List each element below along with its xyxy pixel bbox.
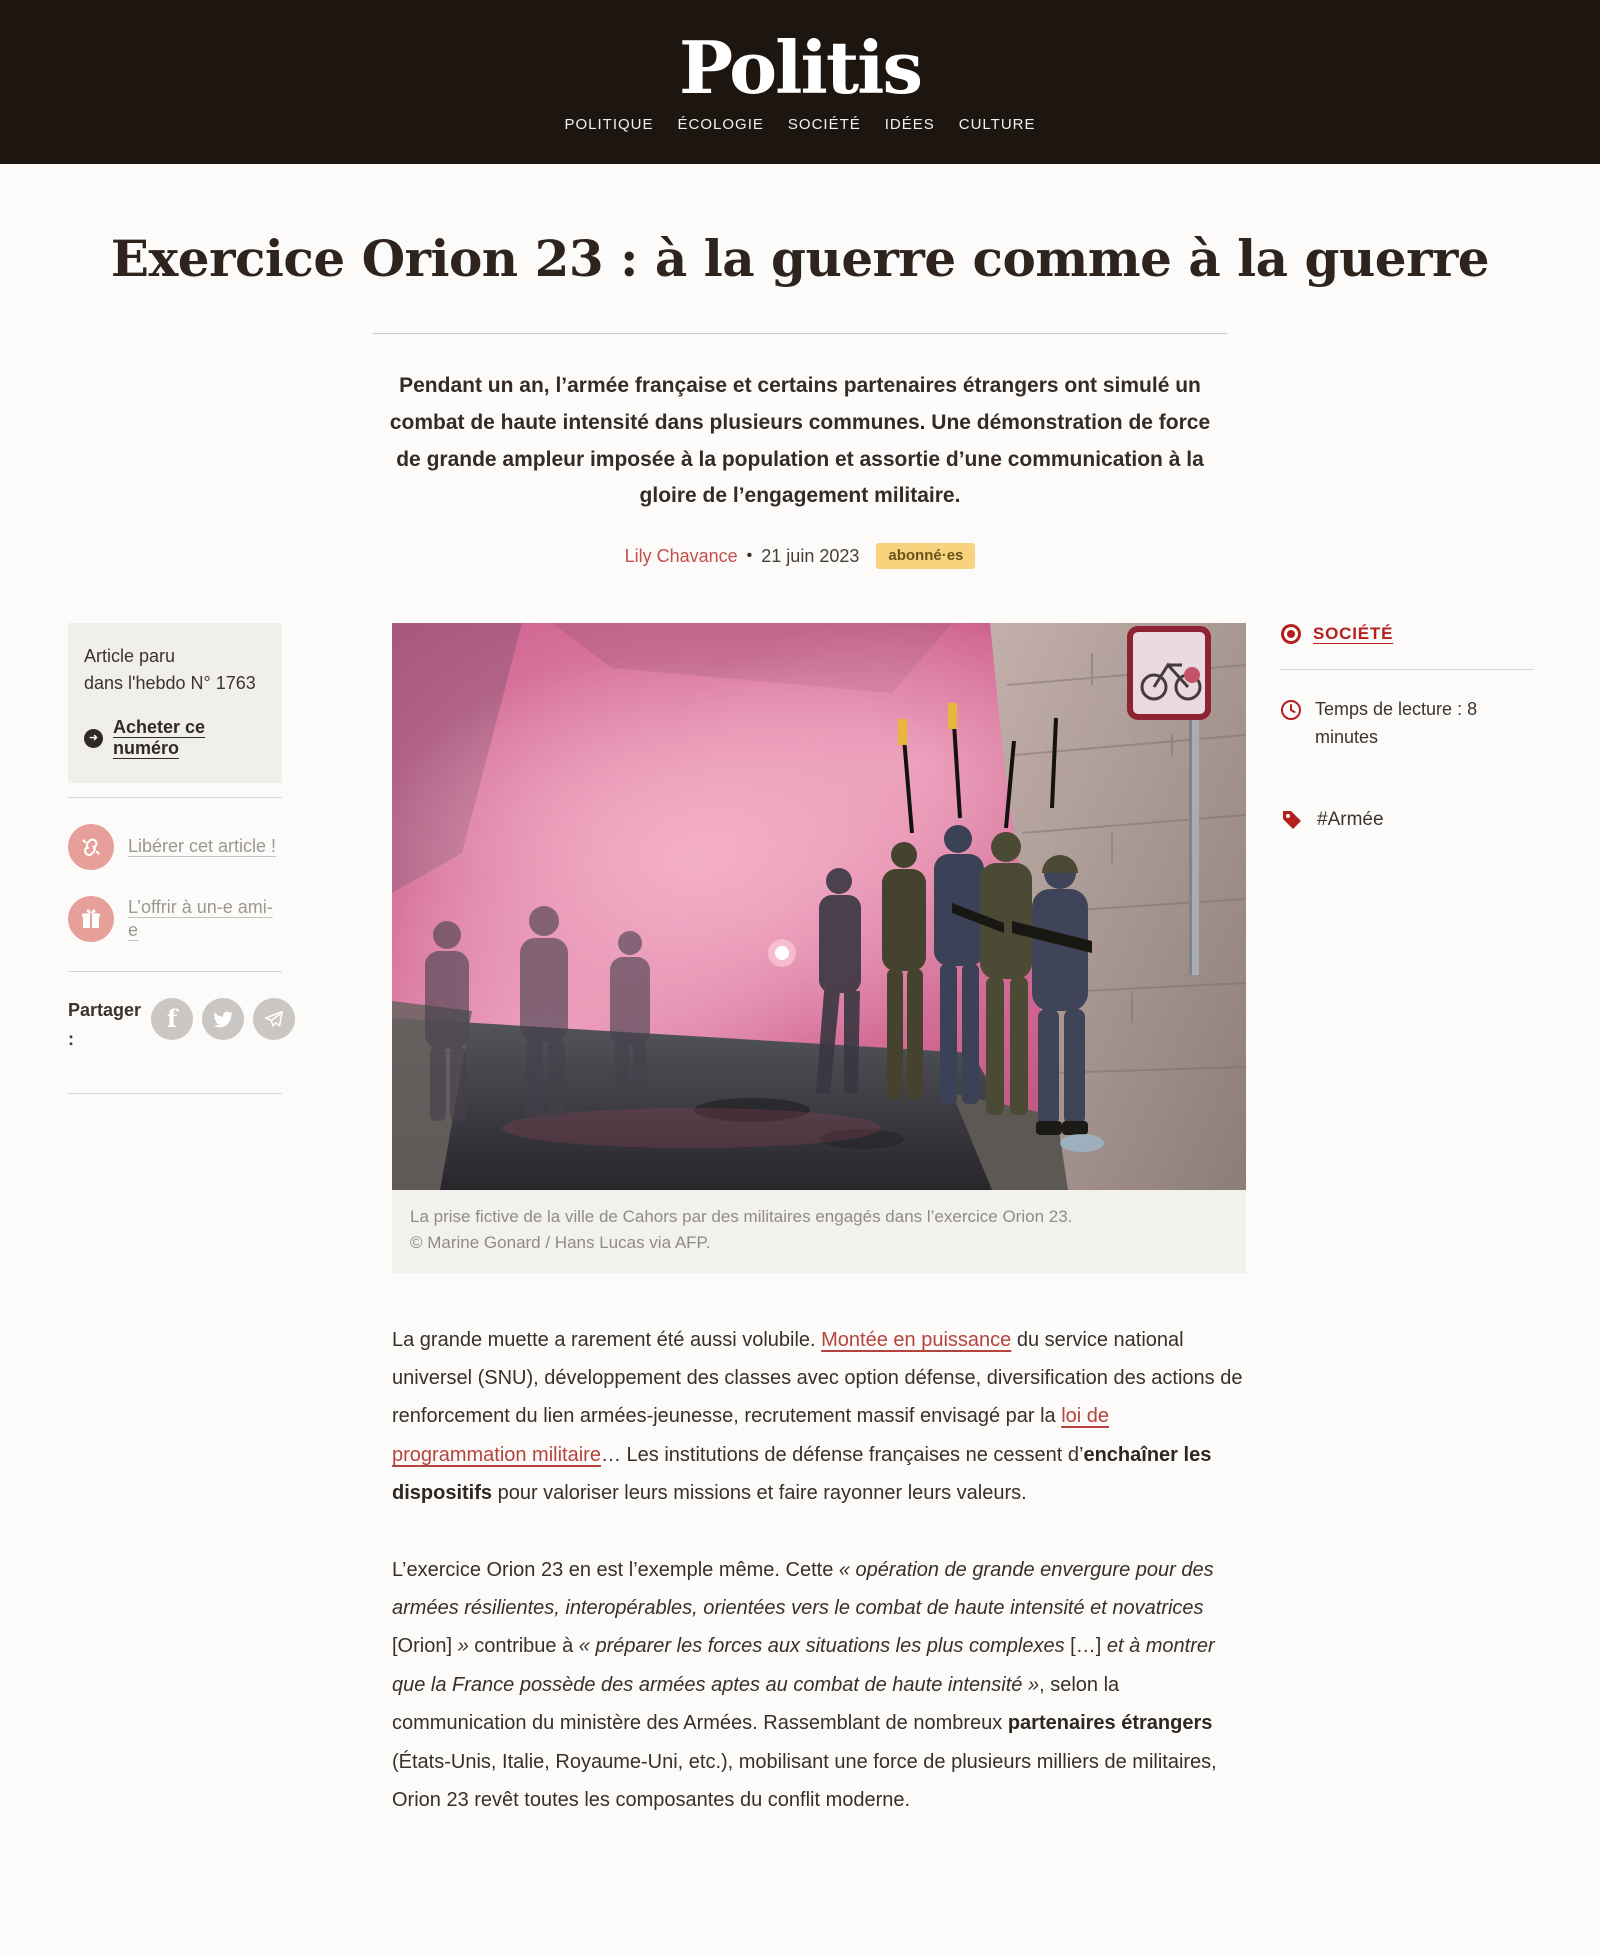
hero-image — [392, 623, 1246, 1190]
author-link[interactable]: Lily Chavance — [624, 545, 738, 566]
site-header — [0, 0, 1600, 164]
body-text: [Orion] — [392, 1635, 453, 1658]
inline-link[interactable]: Montée en puissance — [821, 1328, 1012, 1351]
bullseye-icon — [1280, 623, 1302, 645]
gift-article-label: L’offrir à un-e ami-e — [128, 897, 273, 941]
gift-article-button[interactable] — [68, 896, 282, 943]
category-link[interactable] — [1280, 623, 1534, 645]
caption-line2: © Marine Gonard / Hans Lucas via AFP. — [410, 1233, 711, 1253]
telegram-icon — [263, 1008, 285, 1030]
page-title: Exercice Orion 23 : à la guerre comme à la guerre — [110, 229, 1490, 288]
article-main — [392, 623, 1246, 1857]
body-text: » — [452, 1635, 469, 1658]
twitter-icon — [212, 1008, 234, 1030]
byline-separator: • — [746, 547, 753, 564]
standfirst: Pendant un an, l’armée française et certains partenaires étrangers ont simulé un combat de haute intensité dans plusieurs communes. Une démonstration de force de grande ampleur imposée à la population et assortie d’une communication à la gloire de l’engagement militaire. — [389, 374, 1211, 508]
body-text: (États-Unis, Italie, Royaume-Uni, etc.), mobilisant une force de plusieurs milliers de militaires, Orion 23 revêt toutes les composantes du conflit moderne. — [392, 1750, 1217, 1811]
twitter-share-button[interactable] — [202, 998, 244, 1040]
broken-chain-icon — [68, 824, 114, 870]
body-text: du service national universel (SNU), développement des classes avec option défense, diversification des actions de renforcement du lien armées-jeunesse, recrutement massif envisagé par la — [392, 1328, 1243, 1428]
clock-icon — [1280, 699, 1302, 721]
reading-time-row — [1280, 696, 1534, 752]
issue-line2: dans l'hebdo N° 1763 — [84, 673, 256, 693]
share-block — [68, 996, 282, 1080]
share-icons — [151, 998, 295, 1040]
body-paragraph — [392, 1551, 1246, 1820]
buy-issue-label: Acheter ce numéro — [113, 717, 206, 758]
tag-row[interactable] — [1280, 808, 1534, 832]
nav-item-politique[interactable]: POLITIQUE — [564, 115, 654, 133]
telegram-share-button[interactable] — [253, 998, 295, 1040]
image-caption — [392, 1190, 1246, 1273]
body-text: et à montrer que la France possède des armées aptes au combat de haute intensité » — [392, 1635, 1215, 1696]
gift-icon — [68, 896, 114, 942]
body-text: … Les institutions de défense françaises ne cessent d’ — [600, 1443, 1084, 1466]
body-text: partenaires étrangers — [1007, 1712, 1213, 1735]
category-label: SOCIÉTÉ — [1313, 624, 1394, 643]
facebook-icon: f — [166, 1003, 178, 1033]
byline — [0, 543, 1600, 569]
body-text: L’exercice Orion 23 en est l’exemple même. Cette — [392, 1558, 839, 1581]
title-divider — [373, 333, 1227, 334]
body-text: pour valoriser leurs missions et faire rayonner leurs valeurs. — [492, 1482, 1027, 1505]
body-paragraph — [392, 1321, 1246, 1513]
right-rail — [1280, 623, 1534, 832]
body-text: , selon la communication du ministère des Armées. Rassemblant de nombreux — [392, 1673, 1120, 1735]
unlock-article-button[interactable] — [68, 824, 282, 870]
left-rail — [68, 623, 282, 1094]
body-text: enchaîner les dispositifs — [392, 1443, 1212, 1505]
tag-label: #Armée — [1317, 808, 1384, 830]
divider — [68, 1093, 282, 1094]
body-text: « opération de grande envergure pour des armées résilientes, interopérables, orientées vers le combat de haute intensité et novatrices — [392, 1558, 1214, 1620]
body-text: contribue à — [468, 1635, 579, 1658]
issue-line1: Article paru — [84, 646, 176, 666]
share-label: Partager : — [68, 999, 142, 1049]
body-text: « préparer les forces aux situations les plus complexes — [578, 1635, 1071, 1658]
article-layout — [68, 623, 1532, 1857]
tag-icon — [1280, 808, 1304, 832]
main-nav — [565, 116, 1036, 133]
politis-logo[interactable]: Politis — [678, 24, 922, 110]
article-body — [392, 1321, 1246, 1820]
nav-item-idees[interactable]: IDÉES — [884, 115, 935, 133]
nav-item-societe[interactable]: SOCIÉTÉ — [787, 115, 861, 133]
caption-line1: La prise fictive de la ville de Cahors par des militaires engagés dans l’exercice Orion 23. — [410, 1207, 1073, 1226]
divider — [68, 971, 282, 972]
divider — [1280, 669, 1534, 670]
nav-item-culture[interactable]: CULTURE — [958, 115, 1036, 133]
body-text: La grande muette a rarement été aussi volubile. — [392, 1328, 822, 1351]
unlock-article-label: Libérer cet article ! — [128, 836, 277, 857]
nav-item-ecologie[interactable]: ÉCOLOGIE — [677, 115, 764, 133]
inline-link[interactable]: loi de programmation militaire — [392, 1405, 1110, 1466]
hero-figure — [392, 623, 1246, 1273]
subscriber-badge: abonné·es — [876, 543, 975, 569]
body-text: […] — [1070, 1635, 1102, 1658]
buy-issue-button[interactable] — [84, 717, 266, 759]
publish-date: 21 juin 2023 — [761, 545, 860, 566]
facebook-share-button[interactable] — [151, 998, 193, 1040]
issue-text — [84, 643, 266, 697]
issue-box — [68, 623, 282, 783]
arrow-right-icon: ➜ — [84, 729, 103, 748]
reading-time-text: Temps de lecture : 8 minutes — [1315, 699, 1478, 747]
divider — [68, 797, 282, 798]
